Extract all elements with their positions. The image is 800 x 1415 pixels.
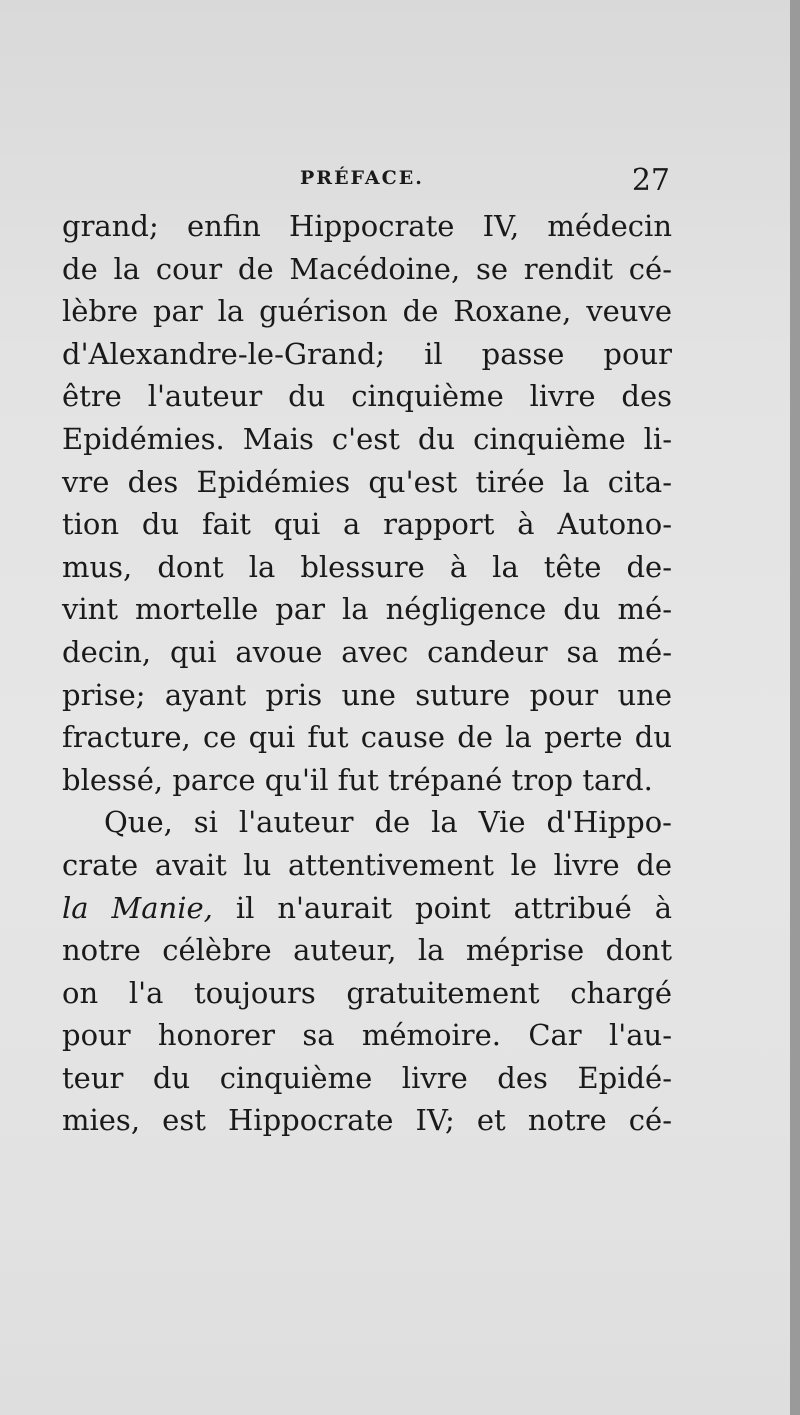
running-title: PRÉFACE. [300, 167, 424, 189]
text-line: vre des Epidémies qu'est tirée la cita- [62, 464, 672, 499]
text-line: vint mortelle par la négligence du mé- [62, 592, 672, 627]
text-line: de la cour de Macédoine, se rendit cé- [62, 251, 672, 286]
text-line: decin, qui avoue avec candeur sa mé- [62, 634, 672, 669]
text-line: tion du fait qui a rapport à Autono- [62, 507, 672, 542]
text-line: Epidémies. Mais c'est du cinquième li- [62, 421, 672, 456]
text-line: notre célèbre auteur, la méprise dont [62, 933, 672, 968]
text-line: lèbre par la guérison de Roxane, veuve [62, 294, 672, 329]
text-line: mies, est Hippocrate IV; et notre cé- [62, 1103, 672, 1138]
text-line: pour honorer sa mémoire. Car l'au- [62, 1018, 672, 1053]
text-line: crate avait lu attentivement le livre de [62, 847, 672, 882]
text-line: prise; ayant pris une suture pour une [62, 677, 672, 712]
text-line: mus, dont la blessure à la tête de- [62, 549, 672, 584]
text-line: être l'auteur du cinquième livre des [62, 379, 672, 414]
italic-title: la Manie, [62, 890, 213, 925]
text-line: teur du cinquième livre des Epidé- [62, 1060, 672, 1095]
body-text [62, 205, 672, 1142]
page-header [60, 165, 670, 205]
page-number: 27 [631, 163, 670, 198]
text-line: grand; enfin Hippocrate IV, médecin [62, 209, 672, 243]
paragraph-start-line: Que, si l'auteur de la Vie d'Hippo- [104, 805, 672, 840]
text-segment: il n'aurait point attribué à [212, 890, 672, 925]
paragraph-end-line: blessé, parce qu'il fut trépané trop tard. [62, 762, 653, 797]
page-edge [790, 0, 800, 1415]
text-line-la-manie [62, 887, 672, 930]
text-line: fracture, ce qui fut cause de la perte du [62, 720, 672, 755]
text-line: on l'a toujours gratuitement chargé [62, 975, 672, 1010]
text-line: d'Alexandre-le-Grand; il passe pour [62, 336, 672, 371]
